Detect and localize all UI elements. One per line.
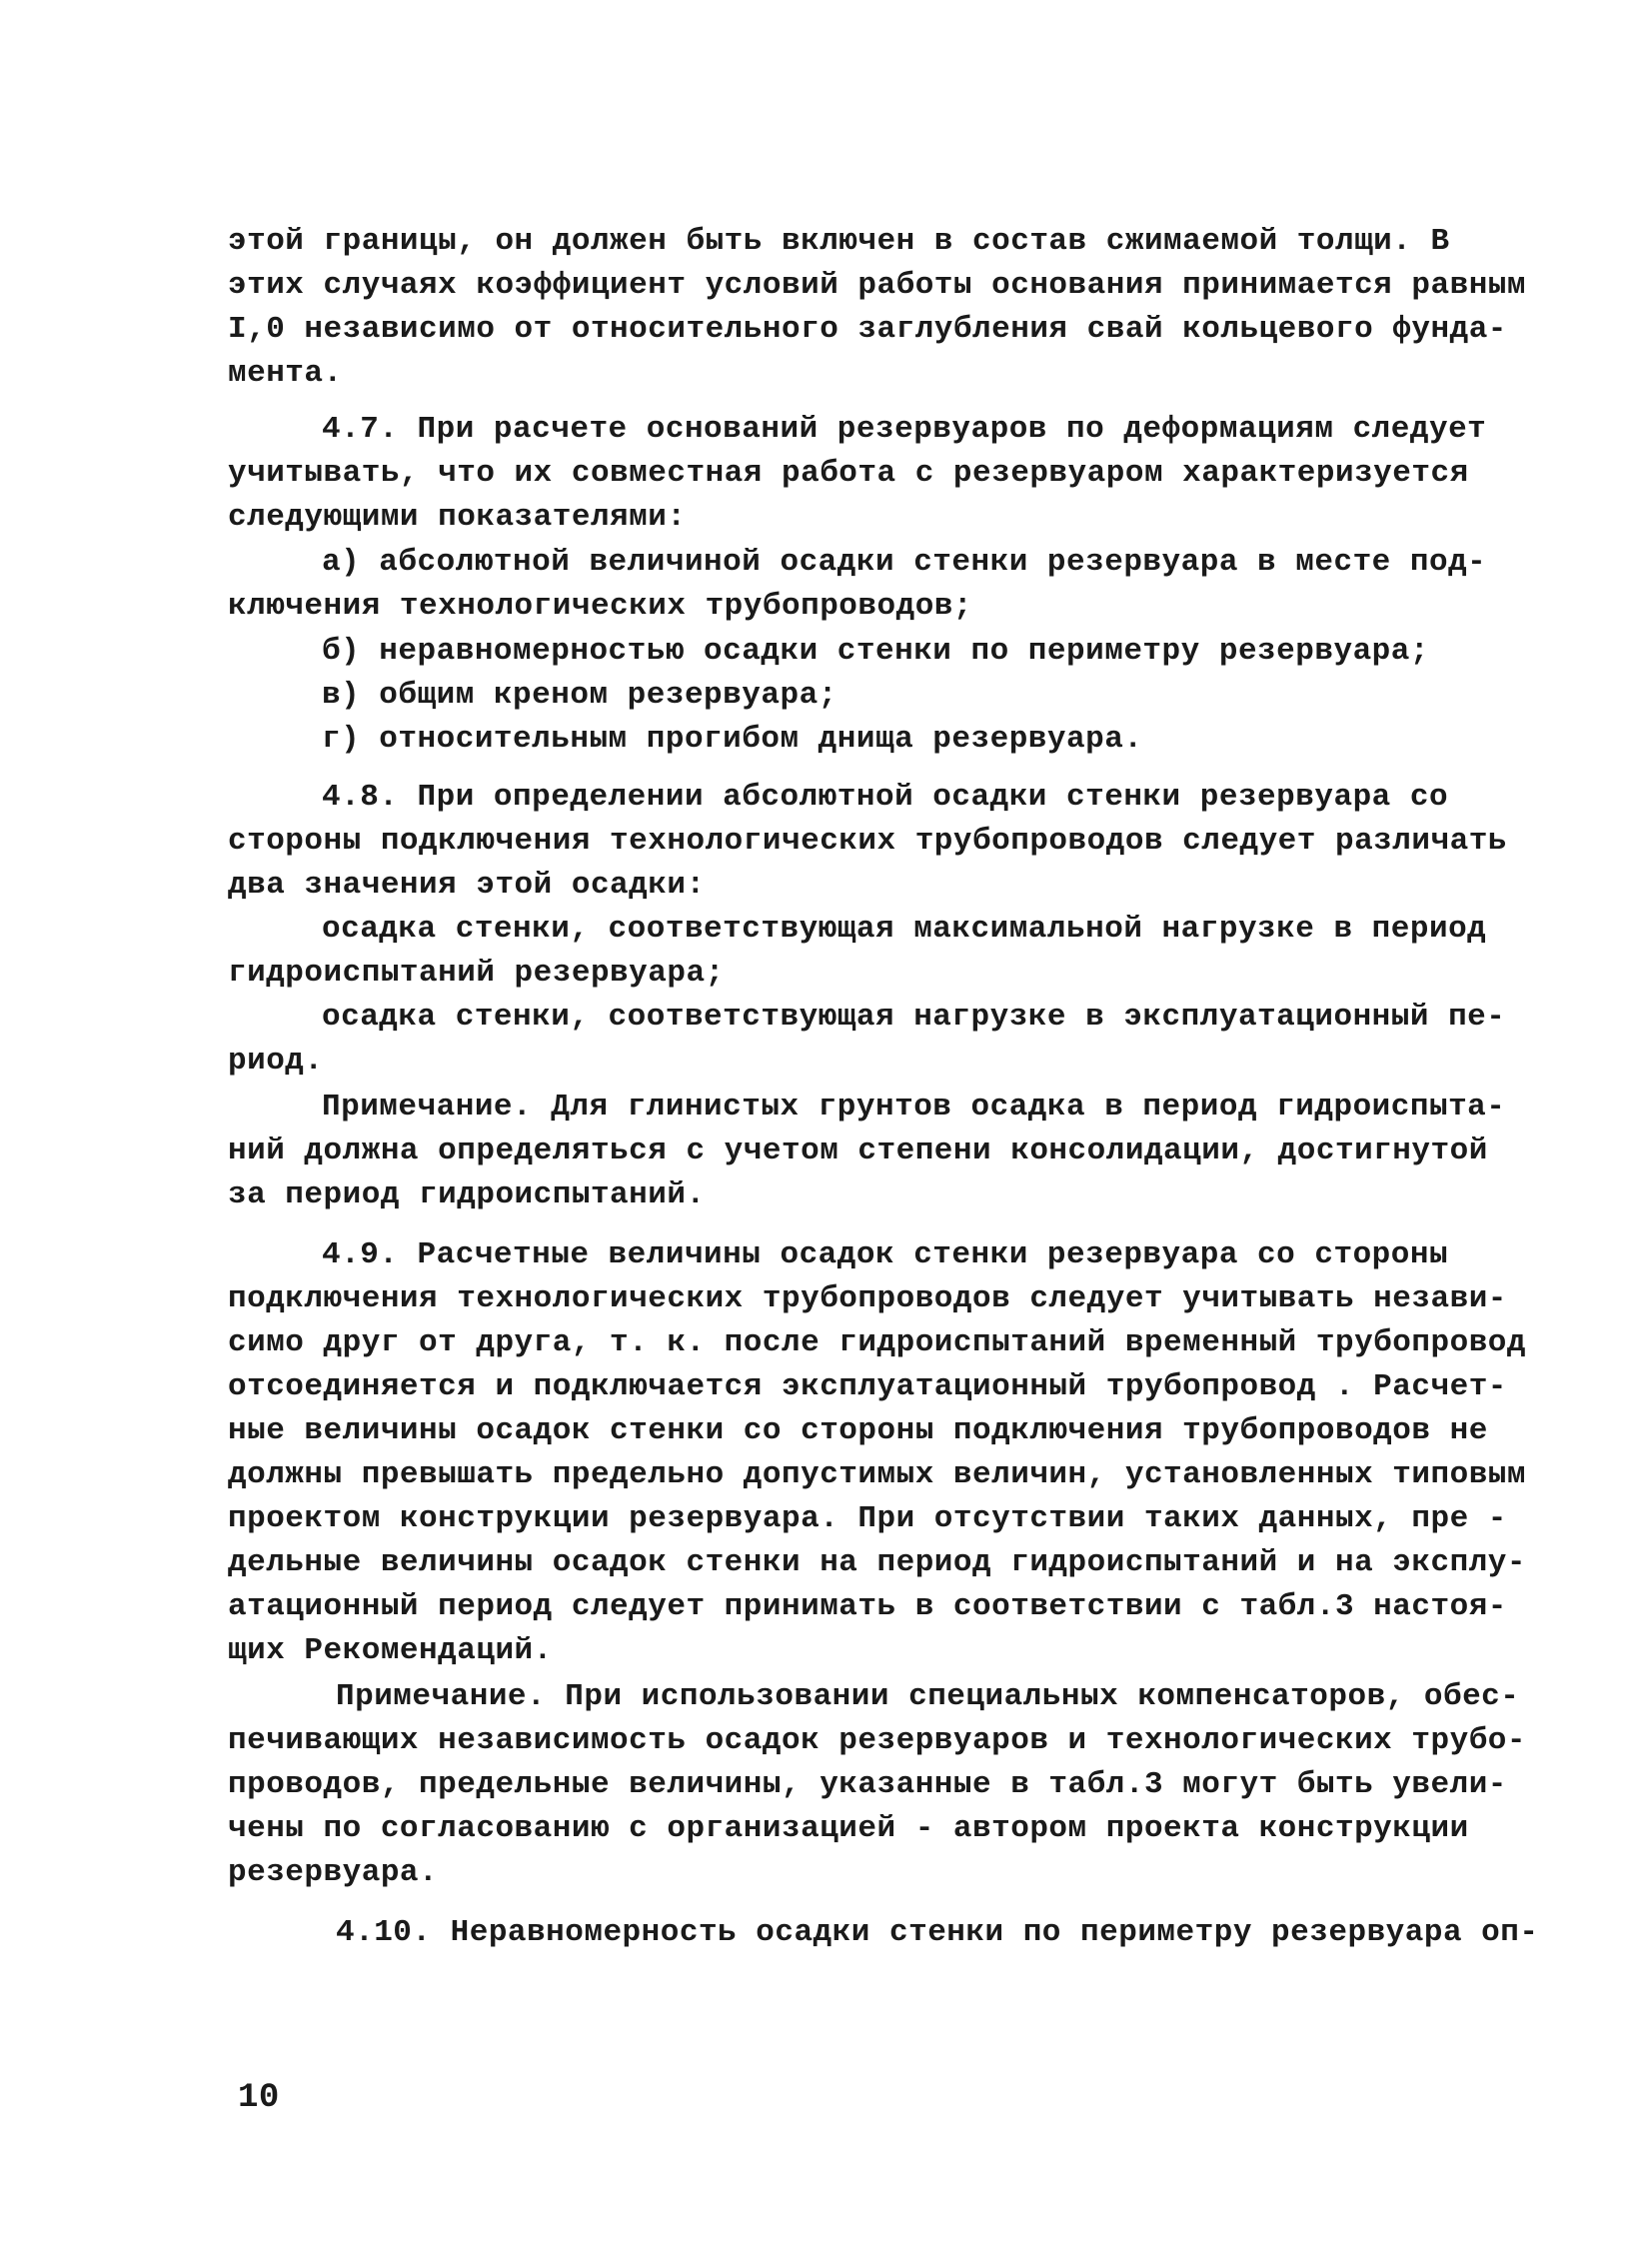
text-line: проектом конструкции резервуара. При отсутствии таких данных, пре - [228, 1501, 1507, 1536]
text-line: I,0 независимо от относительного заглубления свай кольцевого фунда- [228, 312, 1507, 347]
list-item-a: а) абсолютной величиной осадки стенки резервуара в месте под- [322, 545, 1487, 580]
text-line: этих случаях коэффициент условий работы основания принимается равным [228, 268, 1527, 303]
text-line: следующими показателями: [228, 500, 687, 535]
list-item-g: г) относительным прогибом днища резервуара. [322, 722, 1143, 757]
text-line: атационный период следует принимать в соответствии с табл.3 настоя- [228, 1589, 1507, 1624]
text-line: щих Рекомендаций. [228, 1633, 553, 1668]
text-line: дельные величины осадок стенки на период гидроиспытаний и на эксплу- [228, 1545, 1527, 1580]
text-line: мента. [228, 356, 343, 391]
text-line: учитывать, что их совместная работа с резервуаром характеризуется [228, 456, 1469, 491]
text-line: этой границы, он должен быть включен в состав сжимаемой толщи. В [228, 224, 1450, 259]
note-line: резервуара. [228, 1855, 439, 1890]
text-line: должны превышать предельно допустимых величин, установленных типовым [228, 1457, 1527, 1492]
page-number: 10 [238, 2079, 280, 2117]
section-4-7-heading: 4.7. При расчете оснований резервуаров по деформациям следует [322, 412, 1487, 447]
section-4-10-heading: 4.10. Неравномерность осадки стенки по периметру резервуара оп- [336, 1915, 1539, 1950]
note-line: ний должна определяться с учетом степени консолидации, достигнутой [228, 1133, 1488, 1168]
list-item-b: б) неравномерностью осадки стенки по периметру резервуара; [322, 634, 1429, 669]
section-4-8-heading: 4.8. При определении абсолютной осадки стенки резервуара со [322, 780, 1449, 815]
note-line: Примечание. При использовании специальных компенсаторов, обес- [336, 1679, 1520, 1714]
note-line: проводов, предельные величины, указанные в табл.3 могут быть увели- [228, 1767, 1507, 1802]
text-line: стороны подключения технологических трубопроводов следует различать [228, 824, 1507, 859]
note-line: чены по согласованию с организацией - автором проекта конструкции [228, 1811, 1469, 1846]
note-line: за период гидроиспытаний. [228, 1177, 706, 1212]
text-line: ные величины осадок стенки со стороны подключения трубопроводов не [228, 1413, 1488, 1448]
list-item-v: в) общим креном резервуара; [322, 678, 837, 713]
note-line: печивающих независимость осадок резервуаров и технологических трубо- [228, 1723, 1527, 1758]
text-line: два значения этой осадки: [228, 868, 706, 903]
text-line: гидроиспытаний резервуара; [228, 956, 725, 991]
text-line: симо друг от друга, т. к. после гидроиспытаний временный трубопровод [228, 1325, 1527, 1360]
text-line: осадка стенки, соответствующая максимальной нагрузке в период [322, 912, 1487, 947]
note-line: Примечание. Для глинистых грунтов осадка в период гидроиспыта- [322, 1090, 1506, 1124]
text-line: ключения технологических трубопроводов; [228, 589, 973, 624]
text-line: подключения технологических трубопроводов следует учитывать незави- [228, 1281, 1507, 1316]
text-line: риод. [228, 1044, 324, 1079]
section-4-9-heading: 4.9. Расчетные величины осадок стенки резервуара со стороны [322, 1237, 1449, 1272]
text-line: отсоединяется и подключается эксплуатационный трубопровод . Расчет- [228, 1369, 1507, 1404]
text-line: осадка стенки, соответствующая нагрузке в эксплуатационный пе- [322, 1000, 1506, 1035]
